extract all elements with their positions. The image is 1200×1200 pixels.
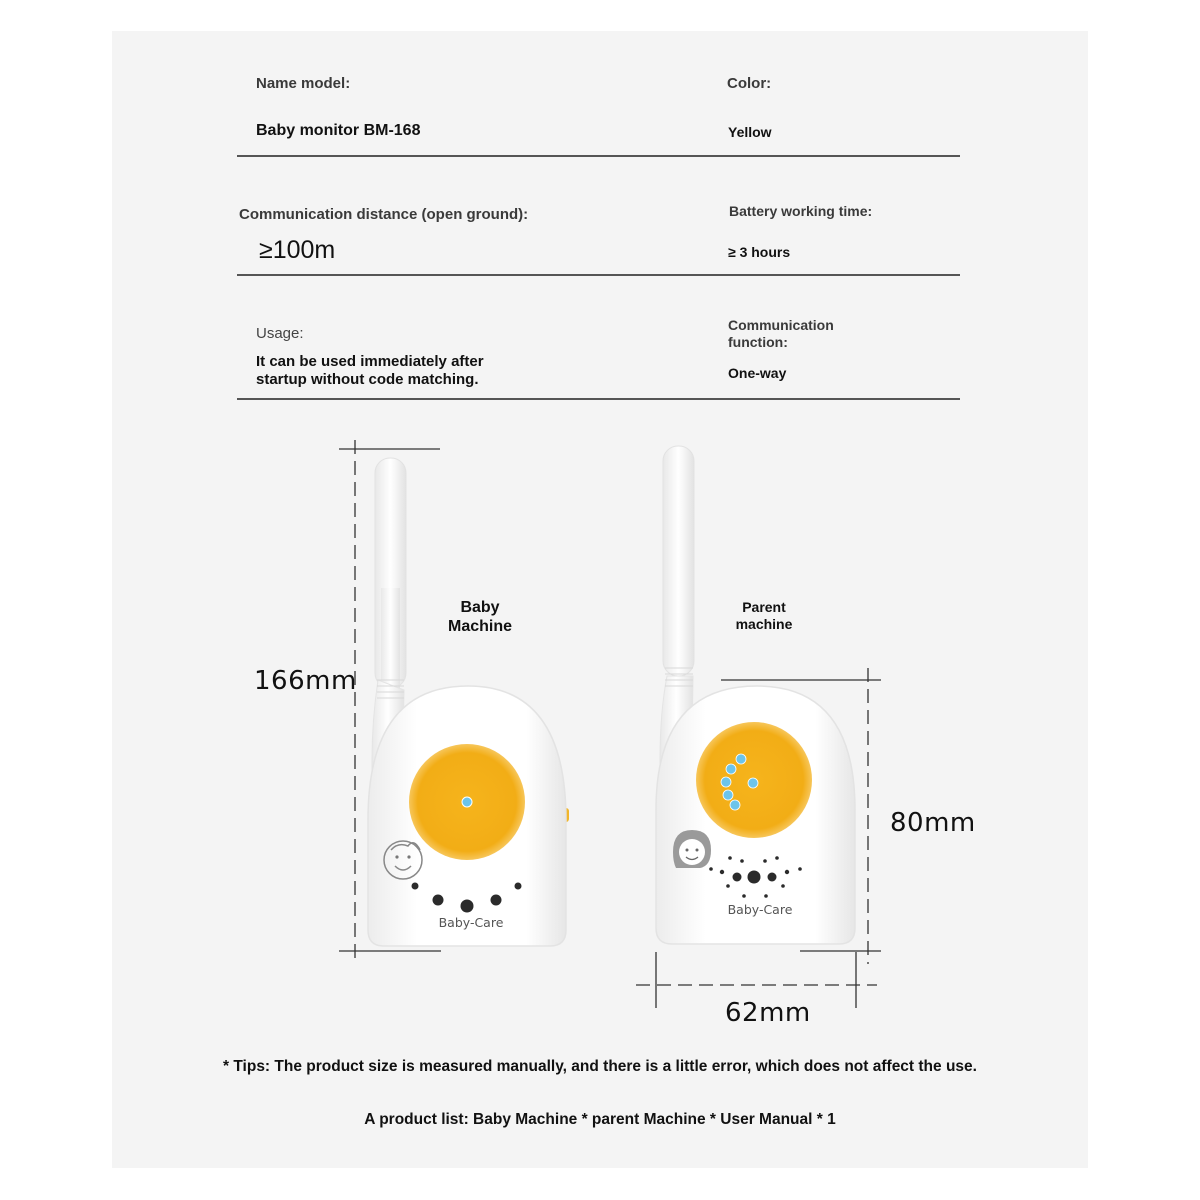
parent-machine-title xyxy=(724,599,804,633)
usage-value-line-1: It can be used immediately after xyxy=(256,353,484,370)
name-model-value: Baby monitor BM-168 xyxy=(256,122,421,139)
name-model-label: Name model: xyxy=(256,75,351,92)
height-body-label: 80mm xyxy=(890,808,976,838)
communication-function-label-line-1: Communication xyxy=(728,317,834,333)
usage-value-line-2: startup without code matching. xyxy=(256,371,479,388)
usage-label: Usage: xyxy=(256,325,304,342)
communication-function-label-line-2: function: xyxy=(728,334,788,350)
baby-machine-title-line-2: Machine xyxy=(447,618,512,635)
battery-time-label: Battery working time: xyxy=(729,203,873,219)
communication-distance-label: Communication distance (open ground): xyxy=(239,206,529,223)
product-list: A product list: Baby Machine * parent Machine * User Manual * 1 xyxy=(364,1111,836,1128)
parent-machine-title-line-2: machine xyxy=(735,616,793,632)
baby-machine-device xyxy=(368,458,569,946)
tips-note: * Tips: The product size is measured manually, and there is a little error, which does not affect the use. xyxy=(223,1058,977,1075)
baby-brand-text: Baby-Care xyxy=(438,915,504,930)
parent-face-icon xyxy=(673,830,711,868)
parent-machine-device xyxy=(656,446,855,944)
communication-distance-value: ≥100m xyxy=(259,236,336,264)
color-label: Color: xyxy=(727,75,772,92)
battery-time-value: ≥ 3 hours xyxy=(728,244,791,260)
baby-machine-title-line-1: Baby xyxy=(460,599,500,616)
baby-machine-title xyxy=(440,598,520,636)
communication-function-value: One-way xyxy=(728,365,787,381)
parent-brand-text: Baby-Care xyxy=(727,902,793,917)
width-body-label: 62mm xyxy=(725,998,811,1028)
parent-machine-title-line-1: Parent xyxy=(742,599,786,615)
color-value: Yellow xyxy=(728,124,772,140)
height-total-label: 166mm xyxy=(254,666,357,696)
